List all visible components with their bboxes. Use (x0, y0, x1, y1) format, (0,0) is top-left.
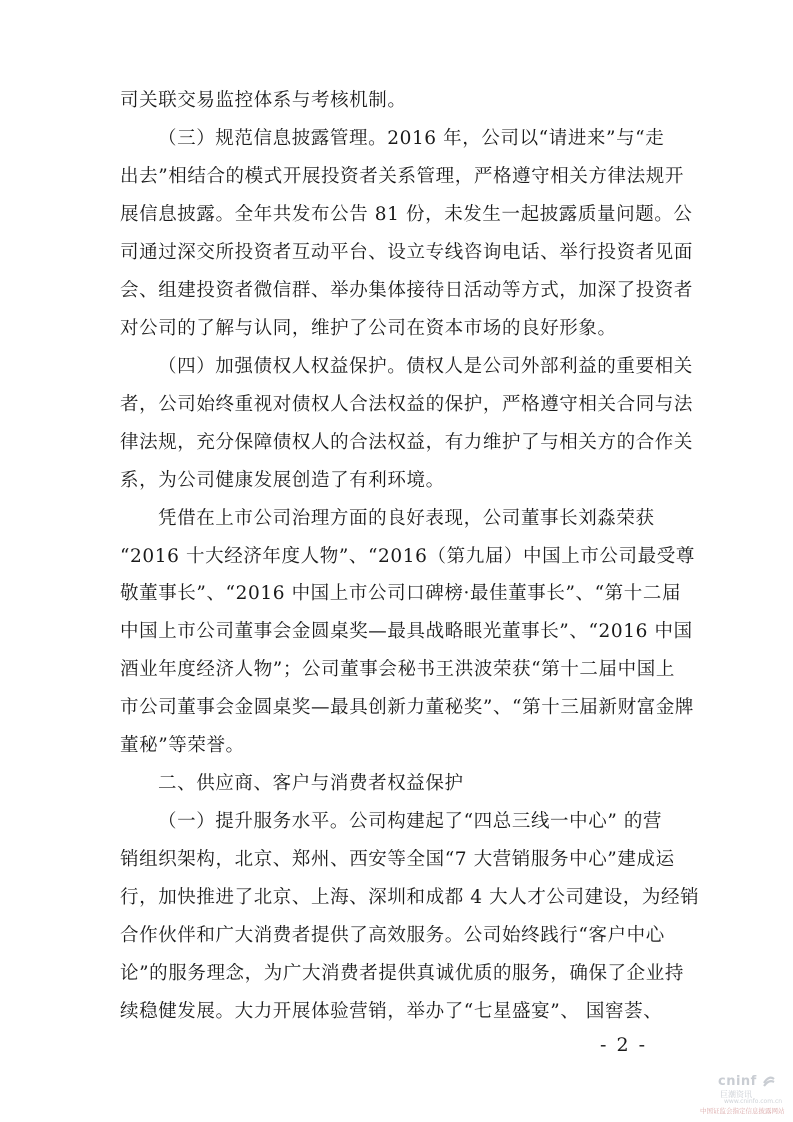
watermark-url: www.cninfo.com.cn (724, 1098, 783, 1105)
body-line: （四）加强债权人权益保护。债权人是公司外部利益的重要相关 (158, 355, 693, 377)
body-line: 市公司董事会金圆桌奖—最具创新力董秘奖”、“第十三届新财富金牌 (120, 697, 695, 719)
body-line: 律法规，充分保障债权人的合法权益，有力维护了与相关方的合作关 (120, 431, 694, 453)
body-line: 论”的服务理念，为广大消费者提供真诚优质的服务，确保了企业持 (120, 963, 684, 985)
body-line: （三）规范信息披露管理。2016 年，公司以“请进来”与“走 (158, 127, 665, 149)
watermark-caption: 中国证监会指定信息披露网站 (700, 1107, 785, 1115)
body-line: 中国上市公司董事会金圆桌奖—最具战略眼光董事长”、“2016 中国 (120, 621, 693, 643)
watermark-logo: cninf (718, 1074, 757, 1089)
body-line: 行，加快推进了北京、上海、深圳和成都 4 大人才公司建设，为经销 (120, 887, 700, 909)
body-line: 合作伙伴和广大消费者提供了高效服务。公司始终践行“客户中心 (120, 925, 665, 947)
body-line: （一）提升服务水平。公司构建起了“四总三线一中心” 的营 (158, 811, 663, 833)
body-line: 系，为公司健康发展创造了有利环境。 (120, 469, 445, 491)
body-line: 者，公司始终重视对债权人合法权益的保护，严格遵守相关合同与法 (120, 393, 694, 415)
page-number: - 2 - (600, 1034, 648, 1056)
body-line: 展信息披露。全年共发布公告 81 份，未发生一起披露质量问题。公 (120, 203, 693, 225)
cninfo-mark-icon (762, 1074, 776, 1088)
body-line: 酒业年度经济人物”；公司董事会秘书王洪波荣获“第十二届中国上 (120, 659, 675, 681)
section-heading: 二、供应商、客户与消费者权益保护 (158, 773, 464, 795)
body-line: 续稳健发展。大力开展体验营销，举办了“七星盛宴”、 国窖荟、 (120, 1001, 663, 1022)
body-line: 司通过深交所投资者互动平台、设立专线咨询电话、举行投资者见面 (120, 241, 694, 263)
body-line: 出去”相结合的模式开展投资者关系管理，严格遵守相关方律法规开 (120, 165, 684, 187)
body-line: “2016 十大经济年度人物”、“2016（第九届）中国上市公司最受尊 (120, 545, 695, 567)
body-line: 对公司的了解与认同，维护了公司在资本市场的良好形象。 (120, 317, 617, 339)
body-line: 敬董事长”、“2016 中国上市公司口碑榜·最佳董事长”、“第十二届 (120, 583, 682, 605)
watermark-name: 巨潮资讯 (720, 1090, 752, 1099)
body-line: 会、组建投资者微信群、举办集体接待日活动等方式，加深了投资者 (120, 279, 694, 301)
body-line: 董秘”等荣誉。 (120, 735, 245, 757)
body-line: 司关联交易监控体系与考核机制。 (120, 90, 407, 111)
body-line: 销组织架构，北京、郑州、西安等全国“7 大营销服务中心”建成运 (120, 849, 675, 871)
body-line: 凭借在上市公司治理方面的良好表现，公司董事长刘淼荣获 (158, 507, 655, 529)
cninfo-watermark (700, 1074, 786, 1116)
